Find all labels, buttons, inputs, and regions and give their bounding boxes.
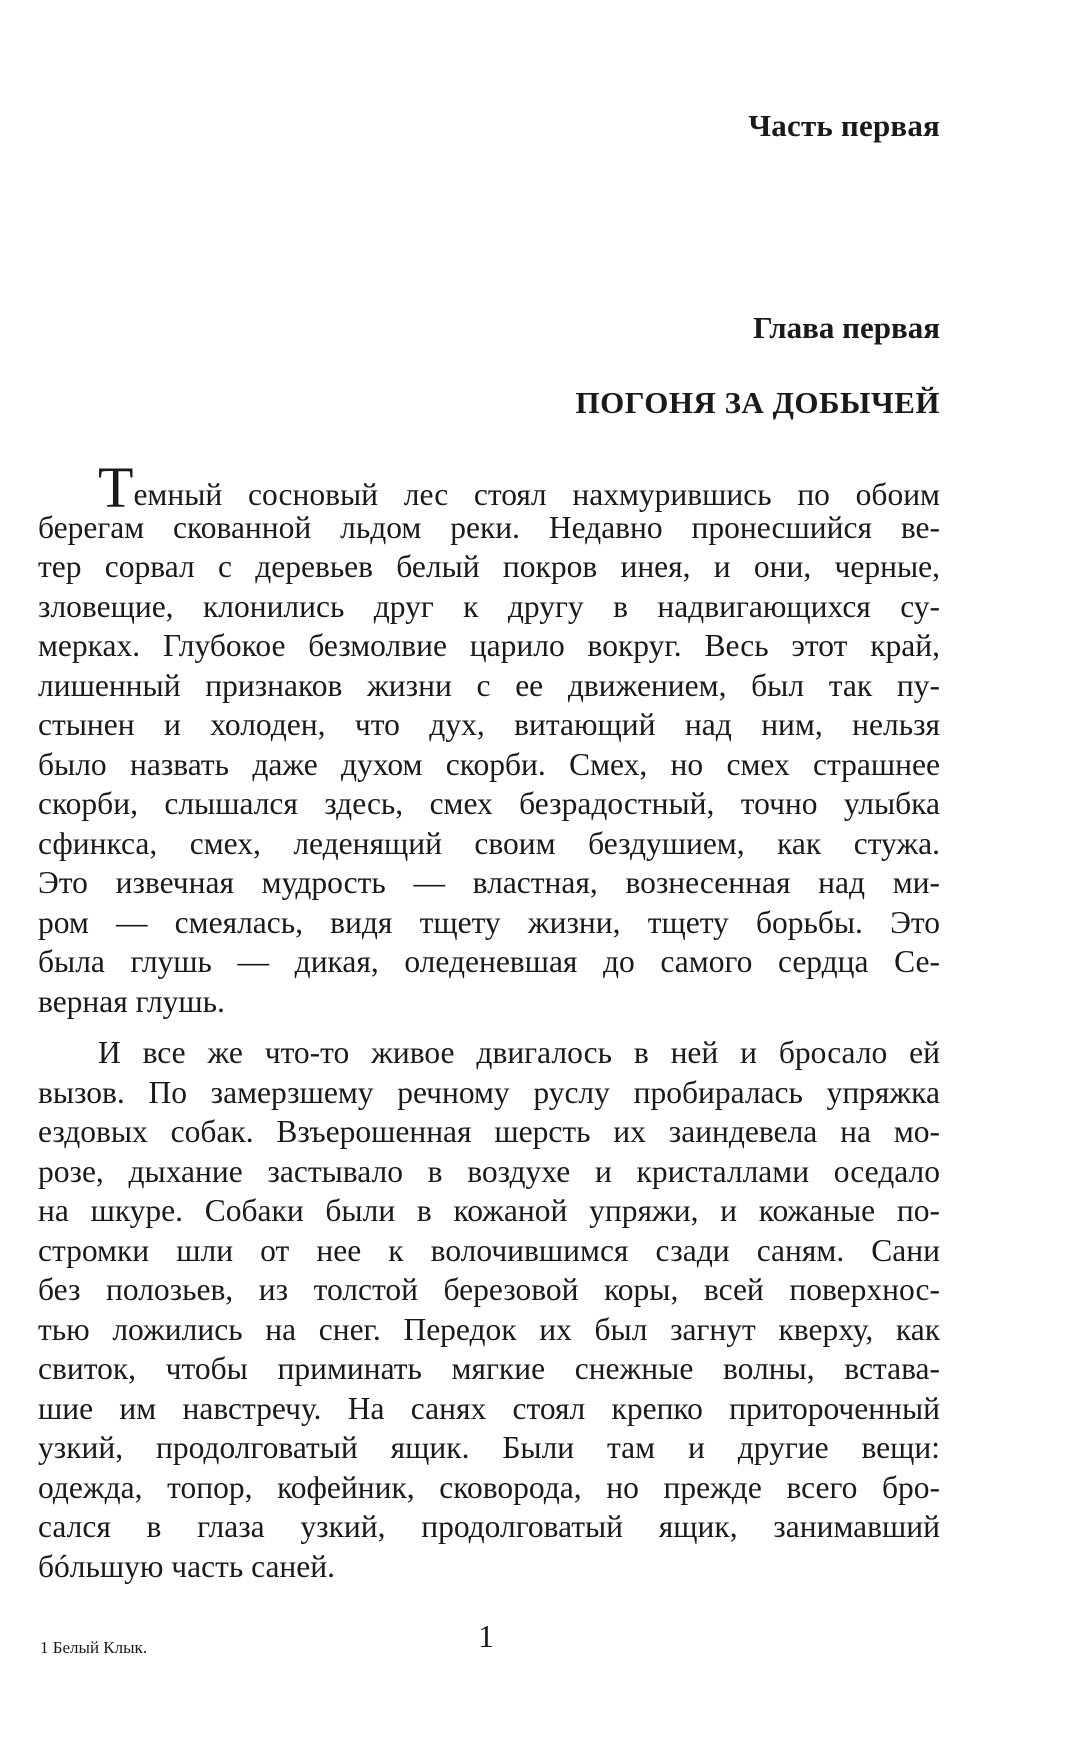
footnote: 1 Белый Клык.	[40, 1638, 148, 1657]
drop-cap: Т	[98, 455, 134, 520]
text-line: сался в глаза узкий, продолговатый ящик, занимавший	[38, 1509, 940, 1544]
text-line: ездовых собак. Взъерошенная шерсть их заиндевела на мо-	[38, 1114, 940, 1149]
text-line: ром — смеялась, видя тщету жизни, тщету борьбы. Это	[38, 904, 940, 940]
body-text	[38, 455, 940, 1586]
text-line: стынен и холоден, что дух, витающий над ним, нельзя	[38, 707, 940, 742]
text-line: узкий, продолговатый ящик. Были там и другие вещи:	[38, 1430, 940, 1465]
page-number: 1	[478, 1618, 494, 1654]
text-line: было назвать даже духом скорби. Смех, но смех страшнее	[38, 746, 940, 782]
text-line: скорби, слышался здесь, смех безрадостный, точно улыбка	[38, 786, 940, 821]
text-line: свиток, чтобы приминать мягкие снежные волны, встава-	[38, 1351, 940, 1386]
text-line: одежда, топор, кофейник, сковорода, но прежде всего бро-	[38, 1469, 940, 1505]
text-line: без полозьев, из толстой березовой коры, всей поверхнос-	[38, 1272, 940, 1307]
chapter-subtitle: ПОГОНЯ ЗА ДОБЫЧЕЙ	[575, 385, 940, 420]
text-line: берегам скованной льдом реки. Недавно пронесшийся ве-	[38, 509, 940, 545]
text-line: была глушь — дикая, оледеневшая до самого сердца Се-	[38, 944, 940, 979]
text-line: верная глушь.	[38, 983, 225, 1019]
text-line: на шкуре. Собаки были в кожаной упряжи, и кожаные по-	[38, 1193, 940, 1228]
text-line: лишенный признаков жизни с ее движением, был так пу-	[38, 667, 940, 703]
text-line: сфинкса, смех, леденящий своим бездушием, как стужа.	[38, 825, 940, 861]
text-line: вызов. По замерзшему речному руслу пробиралась упряжка	[38, 1074, 940, 1110]
paragraph-1	[38, 455, 940, 1021]
text-line: стромки шли от нее к волочившимся сзади саням. Сани	[38, 1232, 940, 1268]
text-line: мерках. Глубокое безмолвие царило вокруг. Весь этот край,	[38, 628, 940, 663]
text-line: тью ложились на снег. Передок их был загнут кверху, как	[38, 1311, 940, 1347]
text-line: бóльшую часть саней.	[38, 1548, 336, 1584]
part-title: Часть первая	[748, 108, 940, 143]
text-line: шие им навстречу. На санях стоял крепко притороченный	[38, 1390, 940, 1426]
text-line: Это извечная мудрость — властная, вознесенная над ми-	[38, 865, 940, 900]
text-line: зловещие, клонились друг к другу в надвигающихся су-	[38, 588, 940, 624]
text-line: И все же что-то живое двигалось в ней и бросало ей	[98, 1035, 940, 1070]
text-line: тер сорвал с деревьев белый покров инея, и они, черные,	[38, 549, 940, 584]
text-line: Темный сосновый лес стоял нахмурившись по обоим	[98, 455, 940, 520]
paragraph-2	[38, 1033, 940, 1586]
chapter-title: Глава первая	[753, 310, 940, 345]
text-line: розе, дыхание застывало в воздухе и кристаллами оседало	[38, 1153, 940, 1189]
